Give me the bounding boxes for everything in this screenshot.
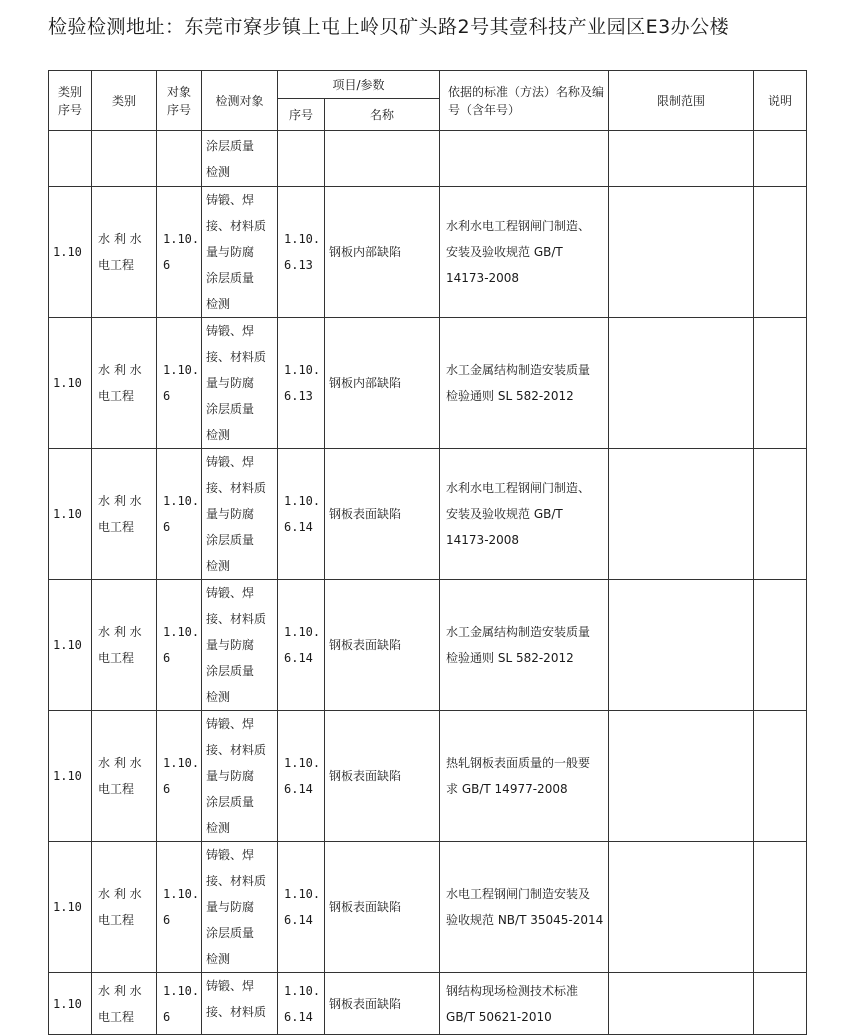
cell-item-name: 钢板表面缺陷: [325, 580, 440, 711]
cell-item-no: 1.10. 6.13: [278, 318, 325, 449]
cell-object-no: 1.10. 6: [157, 318, 202, 449]
cell-item-no: 1.10. 6.14: [278, 711, 325, 842]
qualification-table: [48, 70, 807, 1035]
cell-limit: [609, 580, 754, 711]
cell-standard: 水工金属结构制造安装质量 检验通则 SL 582-2012: [440, 580, 609, 711]
cell-object: 铸锻、焊 接、材料质 量与防腐 涂层质量 检测: [202, 318, 278, 449]
header-item-param: 项目/参数: [278, 71, 440, 99]
cell-standard: 水电工程钢闸门制造安装及 验收规范 NB/T 35045-2014: [440, 842, 609, 973]
cell-category-no: 1.10: [49, 842, 92, 973]
header-standard: 依据的标准（方法）名称及编号（含年号）: [440, 71, 609, 131]
cell-category: 水 利 水 电工程: [92, 842, 157, 973]
header-category: 类别: [92, 71, 157, 131]
cell-item-no: 1.10. 6.13: [278, 187, 325, 318]
header-category-no: 类别 序号: [49, 71, 92, 131]
cell-category-no: 1.10: [49, 580, 92, 711]
cell-note: [754, 973, 807, 1035]
cell-item-no: 1.10. 6.14: [278, 580, 325, 711]
cell-category: 水 利 水 电工程: [92, 187, 157, 318]
cell-object: 铸锻、焊 接、材料质: [202, 973, 278, 1035]
cell-object: 铸锻、焊 接、材料质 量与防腐 涂层质量 检测: [202, 711, 278, 842]
cell-standard: 钢结构现场检测技术标准 GB/T 50621-2010: [440, 973, 609, 1035]
cell-object-no: 1.10. 6: [157, 580, 202, 711]
cell-note: [754, 187, 807, 318]
cell-category-no: 1.10: [49, 318, 92, 449]
cell-standard: 水利水电工程钢闸门制造、 安装及验收规范 GB/T 14173-2008: [440, 449, 609, 580]
cell-limit: [609, 711, 754, 842]
cell-category-no: 1.10: [49, 187, 92, 318]
cell-limit: [609, 187, 754, 318]
cell-note: [754, 580, 807, 711]
cell-limit: [609, 449, 754, 580]
cell-limit: [609, 318, 754, 449]
header-object: 检测对象: [202, 71, 278, 131]
cell-category: 水 利 水 电工程: [92, 711, 157, 842]
table-row-continuation: [49, 131, 807, 187]
header-item-name: 名称: [325, 99, 440, 131]
cell-item-name: 钢板表面缺陷: [325, 842, 440, 973]
cell-item-name: 钢板表面缺陷: [325, 711, 440, 842]
cell-object-no: 1.10. 6: [157, 973, 202, 1035]
cell-item-name: 钢板内部缺陷: [325, 187, 440, 318]
cell-note: [754, 711, 807, 842]
cell-category: 水 利 水 电工程: [92, 580, 157, 711]
cell-category: 水 利 水 电工程: [92, 318, 157, 449]
cell-object: 铸锻、焊 接、材料质 量与防腐 涂层质量 检测: [202, 187, 278, 318]
header-limit: 限制范围: [609, 71, 754, 131]
table-row: [49, 187, 807, 318]
cell-item-no: 1.10. 6.14: [278, 449, 325, 580]
table-row: [49, 842, 807, 973]
cell-standard: 热轧钢板表面质量的一般要 求 GB/T 14977-2008: [440, 711, 609, 842]
cell-category: 水 利 水 电工程: [92, 973, 157, 1035]
cell-object-no: 1.10. 6: [157, 187, 202, 318]
cell-object: 涂层质量 检测: [202, 131, 278, 187]
cell-object-no: 1.10. 6: [157, 711, 202, 842]
cell-item-no: 1.10. 6.14: [278, 842, 325, 973]
header-object-no: 对象 序号: [157, 71, 202, 131]
table-row: [49, 580, 807, 711]
cell-note: [754, 318, 807, 449]
header-item-no: 序号: [278, 99, 325, 131]
page-title: 检验检测地址：东莞市寮步镇上屯上岭贝矿头路2号其壹科技产业园区E3办公楼: [48, 16, 730, 38]
table-row: [49, 449, 807, 580]
header-note: 说明: [754, 71, 807, 131]
cell-note: [754, 449, 807, 580]
cell-object: 铸锻、焊 接、材料质 量与防腐 涂层质量 检测: [202, 842, 278, 973]
cell-item-name: 钢板表面缺陷: [325, 973, 440, 1035]
cell-limit: [609, 842, 754, 973]
cell-standard: 水利水电工程钢闸门制造、 安装及验收规范 GB/T 14173-2008: [440, 187, 609, 318]
cell-limit: [609, 973, 754, 1035]
cell-object: 铸锻、焊 接、材料质 量与防腐 涂层质量 检测: [202, 580, 278, 711]
cell-object-no: 1.10. 6: [157, 449, 202, 580]
cell-item-name: 钢板内部缺陷: [325, 318, 440, 449]
cell-object: 铸锻、焊 接、材料质 量与防腐 涂层质量 检测: [202, 449, 278, 580]
cell-standard: 水工金属结构制造安装质量 检验通则 SL 582-2012: [440, 318, 609, 449]
cell-category-no: 1.10: [49, 973, 92, 1035]
cell-object-no: 1.10. 6: [157, 842, 202, 973]
cell-note: [754, 842, 807, 973]
cell-category-no: 1.10: [49, 711, 92, 842]
table-row: [49, 318, 807, 449]
cell-category: 水 利 水 电工程: [92, 449, 157, 580]
table-row: [49, 973, 807, 1035]
cell-item-no: 1.10. 6.14: [278, 973, 325, 1035]
cell-category-no: 1.10: [49, 449, 92, 580]
table-row: [49, 711, 807, 842]
cell-item-name: 钢板表面缺陷: [325, 449, 440, 580]
